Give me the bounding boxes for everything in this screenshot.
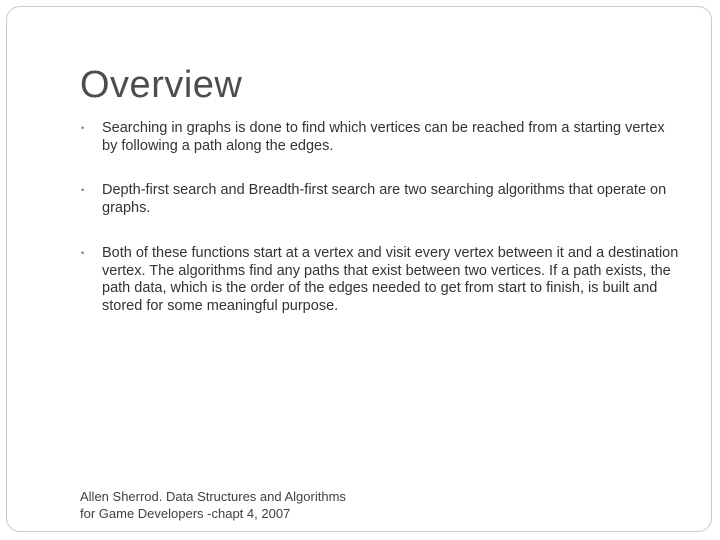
bullet-text: Searching in graphs is done to find which vertices can be reached from a starting vertex by following a path along the edges. <box>102 120 665 154</box>
bullet-item <box>80 245 680 315</box>
citation <box>80 488 400 522</box>
bullet-icon: • <box>81 185 85 195</box>
citation-line-1: Allen Sherrod. Data Structures and Algorithms <box>80 489 346 504</box>
slide-title: Overview <box>80 64 243 106</box>
slide-frame <box>6 6 712 532</box>
bullet-item <box>80 120 680 155</box>
citation-line-2: for Game Developers -chapt 4, 2007 <box>80 506 291 521</box>
bullet-list <box>80 120 680 342</box>
bullet-icon: • <box>81 248 85 258</box>
bullet-text: Depth-first search and Breadth-first search are two searching algorithms that operate on graphs. <box>102 182 667 216</box>
bullet-text: Both of these functions start at a vertex and visit every vertex between it and a destination vertex. The algorithms find any paths that exist between two vertices. If a path exists, the path data, which is the order of the edges needed to get from start to finish, is built and stored for some meaningful purpose. <box>102 245 679 314</box>
bullet-item <box>80 182 680 217</box>
bullet-icon: • <box>81 123 85 133</box>
